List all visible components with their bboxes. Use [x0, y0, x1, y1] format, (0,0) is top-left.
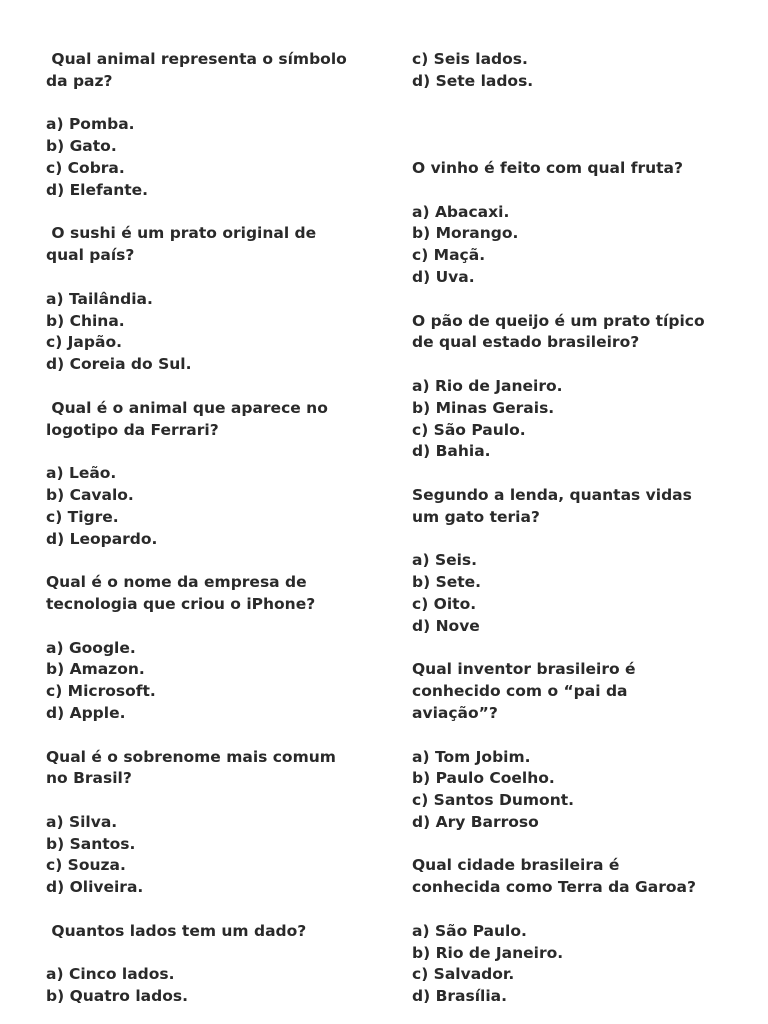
spacer [46, 943, 386, 965]
spacer [46, 376, 386, 398]
option-line: a) Leão. [46, 464, 117, 483]
question-line: logotipo da Ferrari? [46, 420, 219, 439]
question-line: Qual é o nome da empresa de [46, 573, 307, 592]
option-line: c) Cobra. [46, 158, 125, 177]
question-line: da paz? [46, 71, 113, 90]
option-line: b) China. [46, 311, 125, 330]
spacer [46, 899, 386, 921]
question-line: Qual animal representa o símbolo [46, 50, 347, 68]
answer-options [46, 114, 386, 201]
answer-options [46, 638, 386, 725]
question-line: O sushi é um prato original de [46, 224, 317, 243]
spacer [412, 114, 742, 136]
right-column [412, 49, 742, 1008]
option-line: c) Japão. [46, 333, 122, 352]
answer-options [412, 49, 742, 93]
question-line: tecnologia que criou o iPhone? [46, 594, 316, 613]
option-line: b) Cavalo. [46, 485, 134, 504]
option-line: a) Google. [46, 638, 136, 657]
question-text [46, 223, 386, 267]
spacer [46, 550, 386, 572]
option-line: a) Tom Jobim. [412, 747, 531, 766]
option-line: d) Sete lados. [412, 71, 534, 90]
answer-options [412, 550, 742, 637]
option-line: b) Morango. [412, 224, 519, 243]
spacer [412, 93, 742, 115]
answer-options [412, 921, 742, 1008]
question-text [412, 659, 742, 724]
option-line: b) Gato. [46, 137, 117, 156]
option-line: a) Pomba. [46, 115, 135, 134]
spacer [412, 529, 742, 551]
question-text [46, 572, 386, 616]
question-text [46, 49, 386, 93]
left-column [46, 49, 386, 1008]
spacer [46, 725, 386, 747]
question-text [412, 485, 742, 529]
option-line: c) Maçã. [412, 246, 486, 265]
option-line: b) Santos. [46, 834, 136, 853]
answer-options [46, 812, 386, 899]
spacer [46, 202, 386, 224]
answer-options [412, 202, 742, 289]
spacer [46, 441, 386, 463]
answer-options [46, 289, 386, 376]
answer-options [46, 964, 386, 1008]
option-line: d) Brasília. [412, 987, 508, 1006]
spacer [412, 899, 742, 921]
question-text [46, 921, 386, 943]
option-line: a) Seis. [412, 551, 478, 570]
option-line: c) Tigre. [46, 507, 119, 526]
option-line: b) Rio de Janeiro. [412, 943, 564, 962]
spacer [46, 790, 386, 812]
option-line: d) Uva. [412, 267, 475, 286]
answer-options [412, 747, 742, 834]
option-line: a) Tailândia. [46, 289, 153, 308]
answer-options [46, 463, 386, 550]
question-line: O vinho é feito com qual fruta? [412, 158, 684, 177]
option-line: a) Cinco lados. [46, 965, 175, 984]
answer-options [412, 376, 742, 463]
option-line: d) Apple. [46, 703, 126, 722]
spacer [412, 180, 742, 202]
spacer [412, 463, 742, 485]
question-line: Qual cidade brasileira é [412, 856, 620, 875]
question-text [412, 158, 742, 180]
option-line: d) Ary Barroso [412, 812, 539, 831]
question-line: qual país? [46, 246, 135, 265]
question-text [46, 747, 386, 791]
option-line: d) Coreia do Sul. [46, 355, 192, 374]
option-line: c) São Paulo. [412, 420, 526, 439]
question-line: Qual é o animal que aparece no [46, 398, 328, 417]
question-line: no Brasil? [46, 769, 132, 788]
question-text [412, 311, 742, 355]
option-line: c) Santos Dumont. [412, 791, 575, 810]
option-line: d) Elefante. [46, 180, 149, 199]
question-text [412, 855, 742, 899]
question-line: Qual é o sobrenome mais comum [46, 747, 336, 766]
option-line: d) Leopardo. [46, 529, 158, 548]
question-line: aviação”? [412, 703, 498, 722]
option-line: c) Souza. [46, 856, 126, 875]
option-line: d) Bahia. [412, 442, 491, 461]
question-line: um gato teria? [412, 507, 540, 526]
option-line: d) Oliveira. [46, 878, 144, 897]
spacer [412, 725, 742, 747]
spacer [46, 267, 386, 289]
spacer [412, 289, 742, 311]
option-line: c) Microsoft. [46, 682, 156, 701]
question-line: Qual inventor brasileiro é [412, 660, 636, 679]
question-line: Segundo a lenda, quantas vidas [412, 485, 692, 504]
option-line: b) Sete. [412, 573, 482, 592]
option-line: c) Salvador. [412, 965, 515, 984]
option-line: b) Quatro lados. [46, 987, 188, 1006]
option-line: b) Paulo Coelho. [412, 769, 555, 788]
option-line: d) Nove [412, 616, 480, 635]
option-line: b) Amazon. [46, 660, 145, 679]
spacer [46, 93, 386, 115]
question-text [46, 398, 386, 442]
spacer [412, 638, 742, 660]
option-line: a) Silva. [46, 812, 118, 831]
question-line: conhecida como Terra da Garoa? [412, 878, 696, 897]
spacer [46, 616, 386, 638]
option-line: a) São Paulo. [412, 921, 527, 940]
question-line: de qual estado brasileiro? [412, 333, 640, 352]
spacer [412, 834, 742, 856]
question-line: O pão de queijo é um prato típico [412, 311, 705, 330]
spacer [412, 354, 742, 376]
spacer [412, 136, 742, 158]
option-line: a) Abacaxi. [412, 202, 510, 221]
option-line: a) Rio de Janeiro. [412, 376, 563, 395]
option-line: c) Oito. [412, 594, 477, 613]
question-line: conhecido com o “pai da [412, 682, 628, 701]
option-line: b) Minas Gerais. [412, 398, 555, 417]
option-line: c) Seis lados. [412, 50, 528, 68]
question-line: Quantos lados tem um dado? [46, 921, 307, 940]
